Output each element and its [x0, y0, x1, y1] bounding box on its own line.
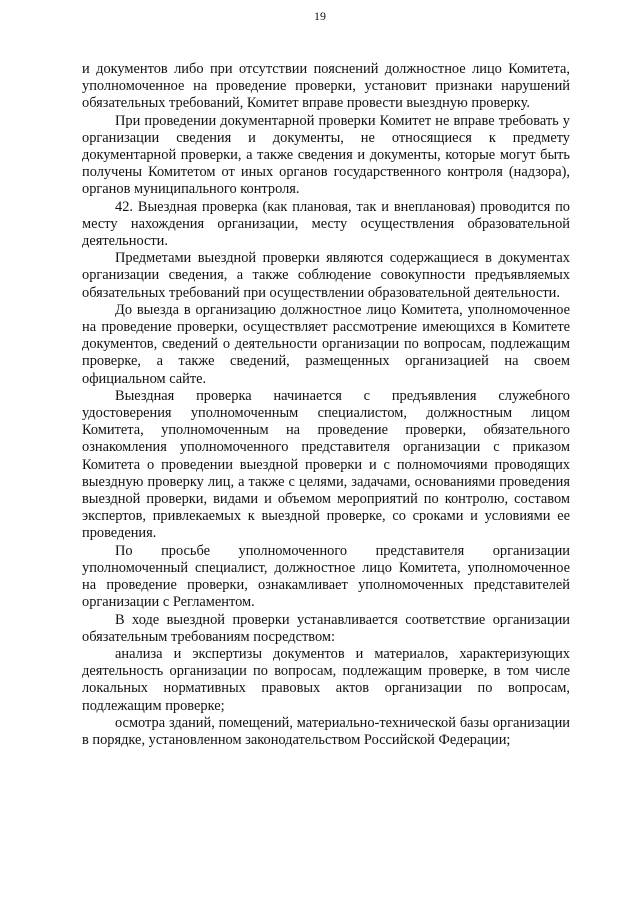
- paragraph-regulation-familiarization: По просьбе уполномоченного представителя организации уполномоченный специалист, должностное лицо Комитета, уполномоченное на проведение проверки, ознакамливает уполномоченных представителей организации с Регламентом.: [82, 542, 570, 611]
- page-number: 19: [314, 9, 326, 23]
- paragraph-before-visit: До выезда в организацию должностное лицо Комитета, уполномоченное на проведение проверки, осуществляет рассмотрение имеющихся в Комитете документов, сведений о деятельности организации по вопросам, подлежащим проверке, а также сведений, размещенных организацией на своем официальном сайте.: [82, 301, 570, 387]
- paragraph-inspection-start: Выездная проверка начинается с предъявления служебного удостоверения уполномоченным специалистом, должностным лицом Комитета, уполномоченным на проведение проверки, обязательного ознакомления уполномоченного представителя организации с приказом Комитета о проведении выездной проверки и с полномочиями проводящих выездную проверку лиц, а также с целями, задачами, основаниями проведения выездной проверки, видами и объемом мероприятий по контролю, составом экспертов, привлекаемых к выездной проверке, со сроками и условиями ее проведения.: [82, 387, 570, 542]
- paragraph-compliance-means: В ходе выездной проверки устанавливается соответствие организации обязательным требованиям посредством:: [82, 611, 570, 645]
- paragraph-continuation: и документов либо при отсутствии пояснений должностное лицо Комитета, уполномоченное на проведение проверки, установит признаки нарушений обязательных требований, Комитет вправе провести выездную проверку.: [82, 61, 570, 112]
- paragraph-42-onsite-inspection: 42. Выездная проверка (как плановая, так и внеплановая) проводится по месту нахождения организации, месту осуществления образовательной деятельности.: [82, 198, 570, 250]
- list-item-building-inspection: осмотра зданий, помещений, материально-технической базы организации в порядке, установленном законодательством Российской Федерации;: [82, 714, 570, 748]
- document-body: [82, 61, 570, 749]
- paragraph-inspection-subjects: Предметами выездной проверки являются содержащиеся в документах организации сведения, а также соблюдение совокупности предъявляемых обязательных требований при осуществлении образовательной деятельности.: [82, 250, 570, 301]
- list-item-document-analysis: анализа и экспертизы документов и материалов, характеризующих деятельность организации по вопросам, подлежащим проверке, в том числе локальных нормативных правовых актов организации по вопросам, подлежащим проверке;: [82, 645, 570, 714]
- paragraph-documentary-restrictions: При проведении документарной проверки Комитет не вправе требовать у организации сведения и документы, не относящиеся к предмету документарной проверки, а также сведения и документы, которые могут быть получены Комитетом от иных органов государственного контроля (надзора), органов муниципального контроля.: [82, 112, 570, 198]
